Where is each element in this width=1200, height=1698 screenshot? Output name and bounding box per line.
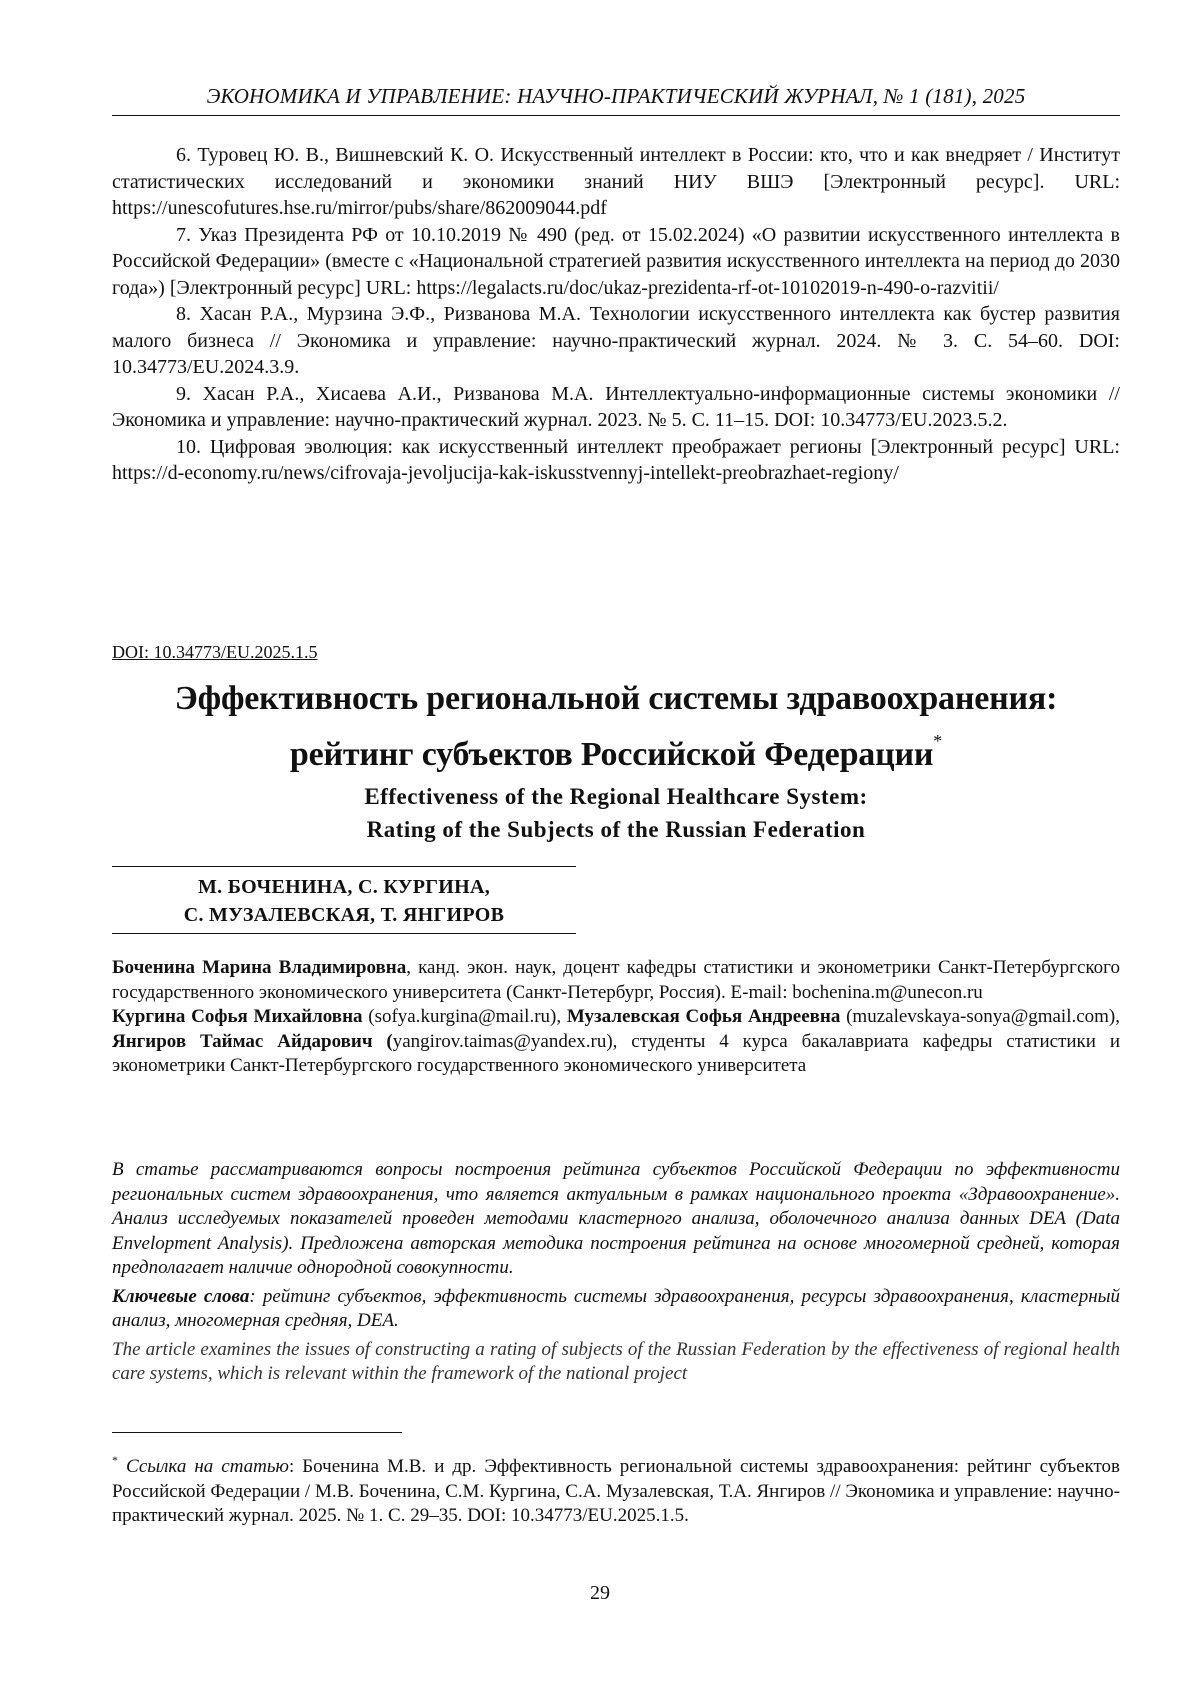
affiliation-4-text: yangirov.taimas@yandex.ru), студенты 4 курса бакалавриата кафедры статистики и эконометрики Санкт-Петербургского государственного экономического университета — [112, 1030, 1120, 1076]
affiliation-3-text: (muzalevskaya-sonya@gmail.com), — [840, 1006, 1121, 1027]
abstract-ru: В статье рассматриваются вопросы построения рейтинга субъектов Российской Федерации по эффективности региональных систем здравоохранения, что является актуальным в рамках национального проекта «Здравоохранение». Анализ исследуемых показателей проведен методами кластерного анализа, оболочечного анализа данных DEA (Data Envelopment Analysis). Предложена авторская методика построения рейтинга на основе многомерной средней, которая предполагает наличие однородной совокупности. — [112, 1159, 1120, 1278]
abstract-en: The article examines the issues of constructing a rating of subjects of the Russian Federation by the effectiveness of regional health care systems, which is relevant within the framework of the national project — [112, 1338, 1120, 1384]
reference-item-6: 6. Туровец Ю. В., Вишневский К. О. Искусственный интеллект в России: кто, что и как внедряет / Институт статистических исследований и экономики знаний НИУ ВШЭ [Электронный ресурс]. URL: https://unescofutures.hse.ru/mirror/pubs/share/862009044.pdf — [112, 144, 1120, 219]
abstract-block — [112, 1158, 1120, 1391]
title-ru-line-1: Эффективность региональной системы здравоохранения: — [174, 680, 1058, 717]
affiliation-1 — [112, 956, 1120, 1005]
title-ru-line-2-wrap — [112, 720, 1120, 776]
keywords-label: Ключевые слова — [112, 1285, 250, 1307]
title-ru-line-2: рейтинг субъектов Российской Федерации — [289, 736, 934, 773]
article-title-ru — [112, 678, 1120, 776]
reference-item-8: 8. Хасан Р.А., Мурзина Э.Ф., Ризванова М.А. Технологии искусственного интеллекта как бустер развития малого бизнеса // Экономика и управление: научно-практический журнал. 2024. № 3. С. 54–60. DOI: 10.34773/EU.2024.3.9. — [112, 303, 1120, 378]
footnote-mark: * — [112, 1453, 118, 1467]
footnote-divider — [112, 1432, 402, 1433]
title-en-line-2: Rating of the Subjects of the Russian Federation — [366, 817, 866, 842]
title-en-line-1: Effectiveness of the Regional Healthcare System: — [364, 784, 868, 809]
author-name-1: Боченина Марина Владимировна — [112, 957, 407, 978]
reference-item-7: 7. Указ Президента РФ от 10.10.2019 № 490 (ред. от 15.02.2024) «О развитии искусственного интеллекта в Российской Федерации» (вместе с «Национальной стратегией развития искусственного интеллекта на период до 2030 года») [Электронный ресурс] URL: https://legalacts.ru/doc/ukaz-prezidenta-rf-ot-10102019-n-490-o-razvitii/ — [112, 223, 1120, 299]
affiliation-1-text: , канд. экон. наук, доцент кафедры статистики и эконометрики Санкт-Петербургского государственного экономического университета (Санкт-Петербург, Россия). E-mail: bochenina.m@unecon.ru — [112, 957, 1120, 1003]
reference-item-9: 9. Хасан Р.А., Хисаева А.И., Ризванова М.А. Интеллектуально-информационные системы экономики // Экономика и управление: научно-практический журнал. 2023. № 5. С. 11–15. DOI: 10.34773/EU.2023.5.2. — [112, 382, 1120, 431]
keywords-text: : рейтинг субъектов, эффективность системы здравоохранения, ресурсы здравоохранения, кластерный анализ, многомерная средняя, DEA. — [112, 1285, 1120, 1331]
author-name-3: Музалевская Софья Андреевна — [566, 1006, 841, 1027]
reference-list — [112, 142, 1120, 487]
author-name-2: Кургина Софья Михайловна — [112, 1006, 363, 1027]
author-name-4: Янгиров Таймас Айдарович ( — [112, 1030, 393, 1052]
affiliation-2 — [112, 1005, 1120, 1079]
keywords — [112, 1285, 1120, 1334]
citation-footnote — [112, 1448, 1120, 1529]
authors-line-2: С. МУЗАЛЕВСКАЯ, Т. ЯНГИРОВ — [183, 904, 505, 926]
page-number: 29 — [590, 1582, 610, 1604]
article-title-en — [112, 780, 1120, 846]
article-doi[interactable]: DOI: 10.34773/EU.2025.1.5 — [112, 642, 318, 662]
title-footnote-mark[interactable]: * — [933, 731, 943, 751]
authors-line-1: М. БОЧЕНИНА, С. КУРГИНА, — [197, 876, 491, 898]
running-header: ЭКОНОМИКА И УПРАВЛЕНИЕ: НАУЧНО-ПРАКТИЧЕСКИЙ ЖУРНАЛ, № 1 (181), 2025 — [112, 84, 1120, 116]
footnote-label: Ссылка на статью — [126, 1456, 289, 1477]
author-affiliations — [112, 956, 1120, 1079]
affiliation-2-text: (sofya.kurgina@mail.ru), — [362, 1006, 567, 1027]
reference-item-10: 10. Цифровая эволюция: как искусственный интеллект преображает регионы [Электронный ресурс] URL: https://d-economy.ru/news/cifrovaja-jevoljucija-kak-iskusstvennyj-intellekt-preobrazhaet-regiony/ — [112, 435, 1120, 484]
footnote-text: : Боченина М.В. и др. Эффективность региональной системы здравоохранения: рейтинг субъектов Российской Федерации / М.В. Боченина, С.М. Кургина, С.А. Музалевская, Т.А. Янгиров // Экономика и управление: научно-практический журнал. 2025. № 1. С. 29–35. DOI: 10.34773/EU.2025.1.5. — [112, 1456, 1121, 1526]
author-block — [112, 866, 576, 934]
